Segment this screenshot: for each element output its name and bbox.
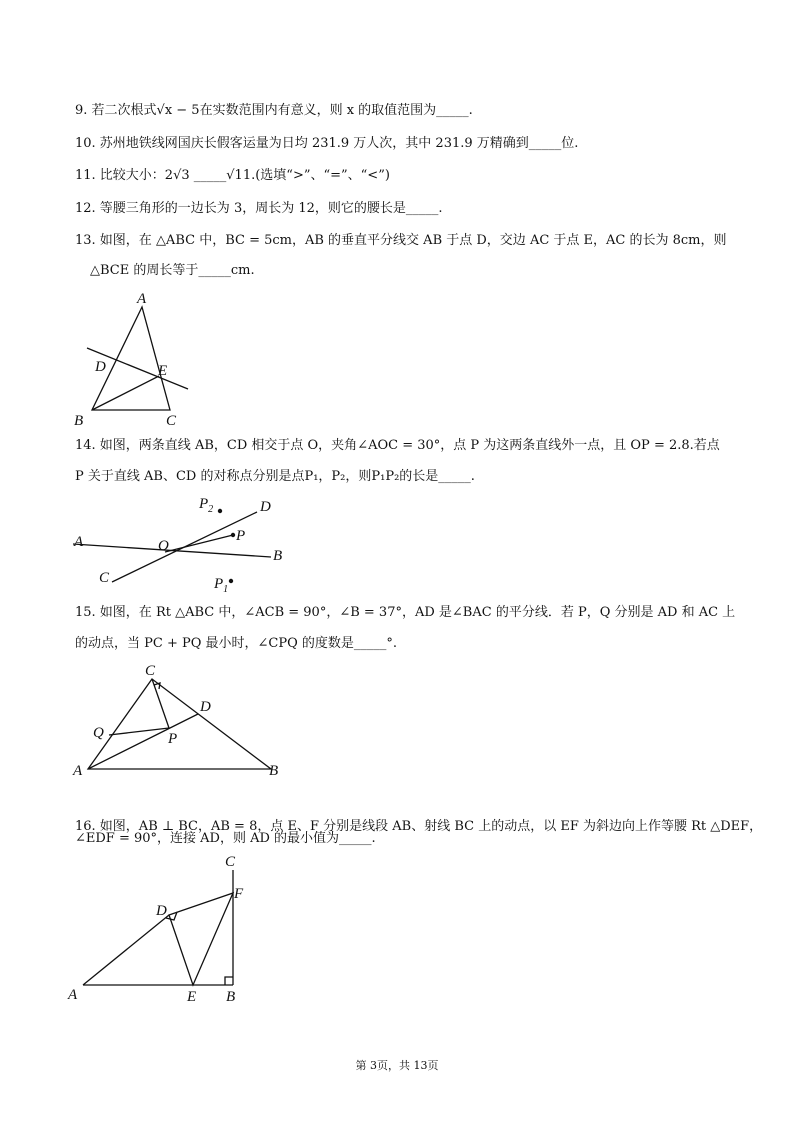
figure-16 (65, 848, 265, 1008)
point-p (231, 533, 235, 537)
label-e: E (187, 989, 197, 1005)
question-10: 10. 苏州地铁线网国庆长假客运量为日均 231.9 万人次，其中 231.9 万精确到_____位. (75, 136, 579, 151)
question-16-line-1: 16. 如图，AB ⊥ BC，AB = 8，点 E、F 分别是线段 AB、射线 BC 上的动点，以 EF 为斜边向上作等腰 Rt △DEF， (75, 819, 763, 834)
label-d: D (156, 903, 167, 919)
question-13-line-2: △BCE 的周长等于_____cm. (90, 263, 255, 278)
label-c: C (166, 413, 177, 429)
segment-ad (88, 714, 198, 769)
label-p2: $P_2$ (199, 496, 214, 515)
label-a: A (73, 763, 83, 779)
label-c: C (99, 570, 110, 586)
figure-14 (65, 490, 305, 600)
label-b: B (269, 763, 279, 779)
question-13-line-1: 13. 如图，在 △ABC 中，BC = 5cm，AB 的垂直平分线交 AB 于点 D，交边 AC 于点 E，AC 的长为 8cm，则 (75, 233, 727, 248)
label-o: O (158, 538, 169, 554)
question-9: 9. 若二次根式√x − 5在实数范围内有意义，则 x 的取值范围为_____. (75, 103, 473, 118)
label-b: B (273, 548, 283, 564)
segment-cp (152, 679, 169, 728)
point-p2 (218, 509, 222, 513)
label-a: A (74, 534, 84, 550)
question-16-line-2: ∠EDF = 90°，连接 AD，则 AD 的最小值为_____. (75, 831, 376, 846)
question-14-line-1: 14. 如图，两条直线 AB，CD 相交于点 O，夹角∠AOC = 30°，点 P 为这两条直线外一点，且 OP = 2.8.若点 (75, 438, 720, 453)
label-p1: $P_1$ (214, 576, 229, 595)
point-p1 (229, 579, 233, 583)
question-15-line-2: 的动点，当 PC + PQ 最小时，∠CPQ 的度数是_____°. (75, 636, 398, 651)
triangle-def (169, 893, 233, 985)
label-d: D (200, 699, 211, 715)
label-c: C (145, 663, 156, 679)
figure-15 (65, 655, 295, 780)
label-d: D (95, 359, 106, 375)
question-15-line-1: 15. 如图，在 Rt △ABC 中，∠ACB = 90°，∠B = 37°，AD 是∠BAC 的平分线．若 P，Q 分别是 AD 和 AC 上 (75, 605, 736, 620)
label-c: C (225, 854, 236, 870)
question-14-line-2: P 关于直线 AB、CD 的对称点分别是点P₁，P₂，则P₁P₂的长是_____. (75, 469, 475, 484)
label-a: A (137, 291, 147, 307)
label-a: A (68, 987, 78, 1003)
question-12: 12. 等腰三角形的一边长为 3，周长为 12，则它的腰长是_____. (75, 201, 443, 216)
label-e: E (158, 363, 168, 379)
label-q: Q (93, 725, 104, 741)
page-footer: 第 3页，共 13页 (355, 1059, 439, 1072)
segment-ad (83, 915, 169, 985)
label-b: B (74, 413, 84, 429)
question-11: 11. 比较大小：2√3 _____√11.(选填“>”、“=”、“<”) (75, 168, 390, 183)
segment-op (165, 535, 233, 552)
segment-be (92, 376, 159, 410)
label-b: B (226, 989, 236, 1005)
label-f: F (234, 886, 244, 902)
label-p: P (236, 528, 246, 544)
label-p: P (168, 731, 178, 747)
right-angle-mark-b (225, 977, 233, 985)
segment-qp (109, 728, 169, 735)
label-d: D (260, 499, 271, 515)
figure-13 (70, 285, 210, 430)
